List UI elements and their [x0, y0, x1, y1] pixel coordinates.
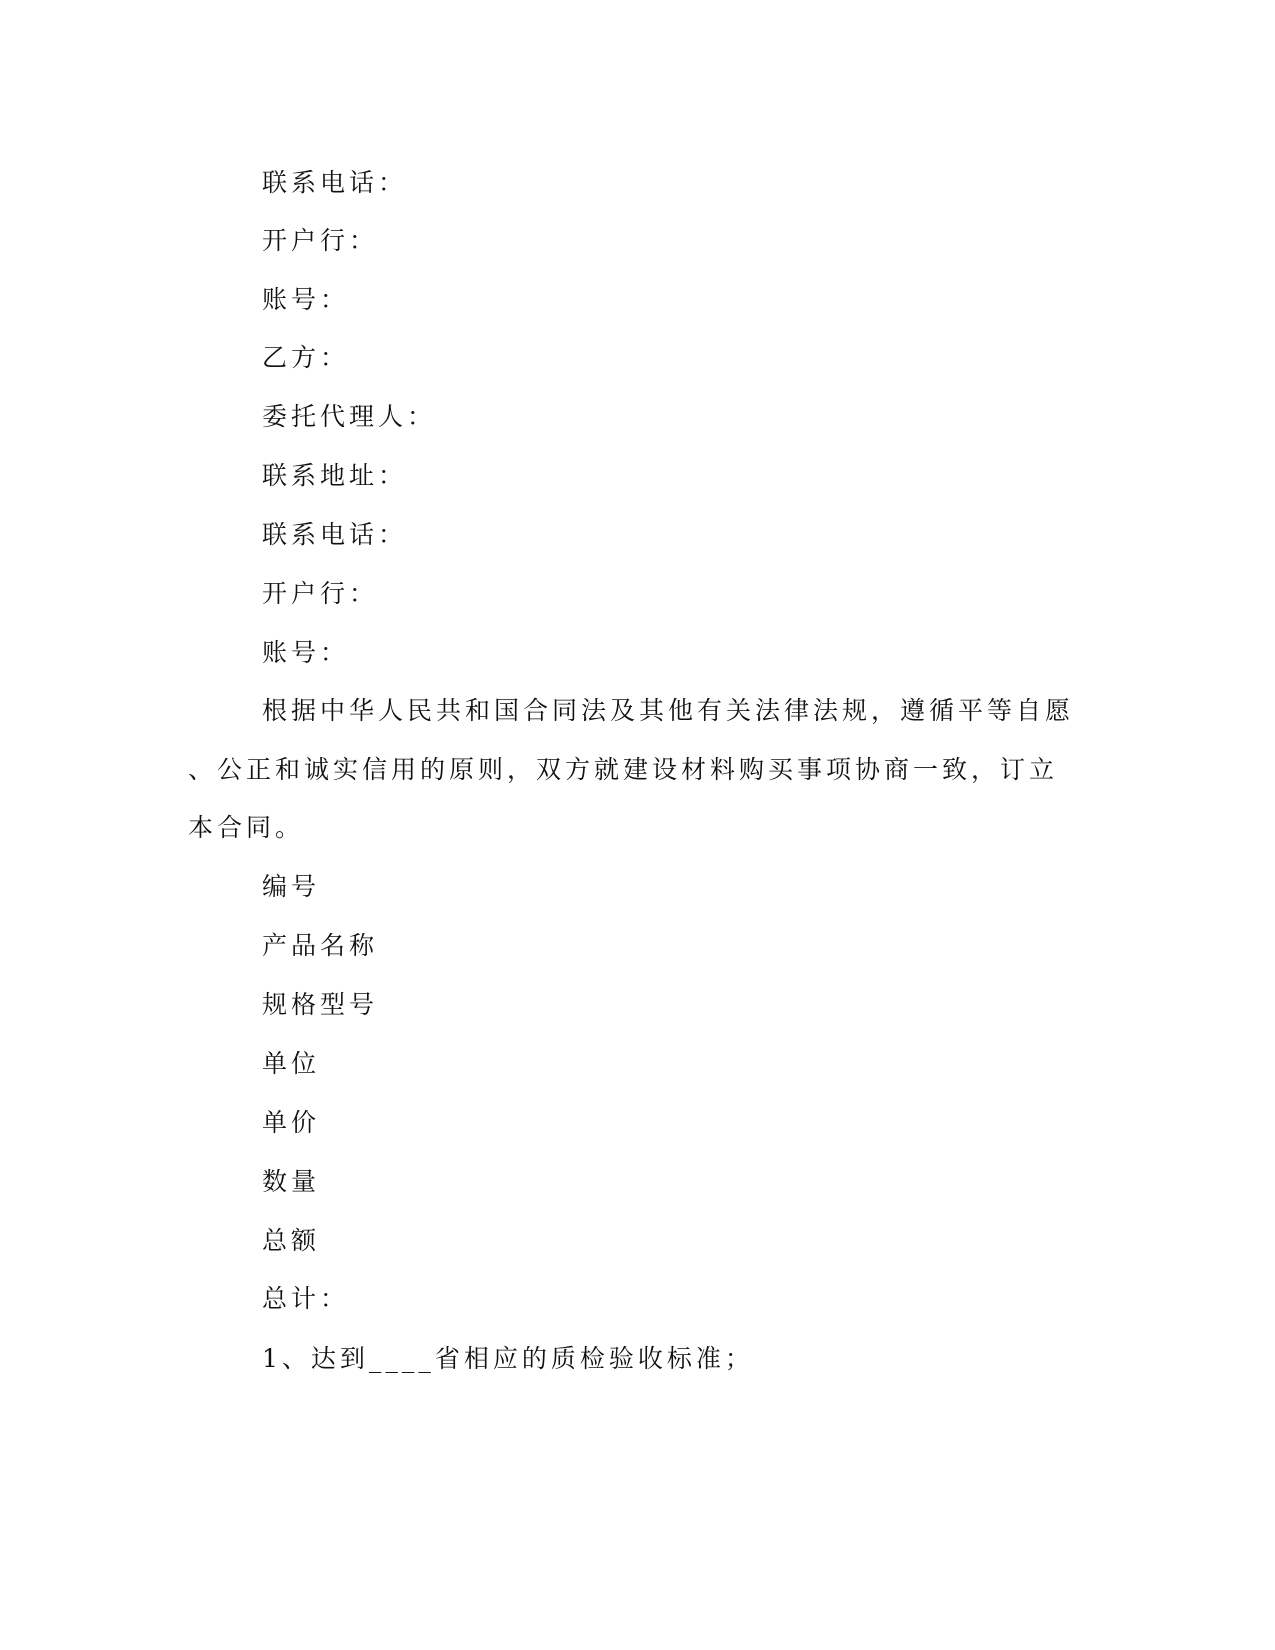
clause-1: 1、达到____省相应的质检验收标准； — [262, 1344, 754, 1373]
preamble-line-1: 根据中华人民共和国合同法及其他有关法律法规，遵循平等自愿 — [262, 696, 1075, 725]
party-a-bank-field: 开户行： — [262, 226, 379, 255]
header-unit: 单位 — [262, 1049, 321, 1078]
party-a-phone-field: 联系电话： — [262, 168, 408, 197]
header-amount: 总额 — [262, 1226, 321, 1255]
party-b-address-field: 联系地址： — [262, 461, 408, 490]
party-b-agent-field: 委托代理人： — [262, 402, 437, 431]
preamble-line-3: 本合同。 — [188, 813, 305, 842]
header-unit-price: 单价 — [262, 1108, 321, 1137]
header-spec-model: 规格型号 — [262, 990, 379, 1019]
header-product-name: 产品名称 — [262, 931, 379, 960]
party-b-phone-field: 联系电话： — [262, 520, 408, 549]
preamble-line-2: 、公正和诚实信用的原则，双方就建设材料购买事项协商一致，订立 — [188, 755, 1059, 784]
party-b-bank-field: 开户行： — [262, 579, 379, 608]
total-label: 总计： — [262, 1284, 350, 1313]
party-b-label: 乙方： — [262, 343, 350, 372]
party-a-account-field: 账号： — [262, 285, 350, 314]
party-b-account-field: 账号： — [262, 638, 350, 667]
header-number: 编号 — [262, 872, 321, 901]
header-quantity: 数量 — [262, 1167, 321, 1196]
